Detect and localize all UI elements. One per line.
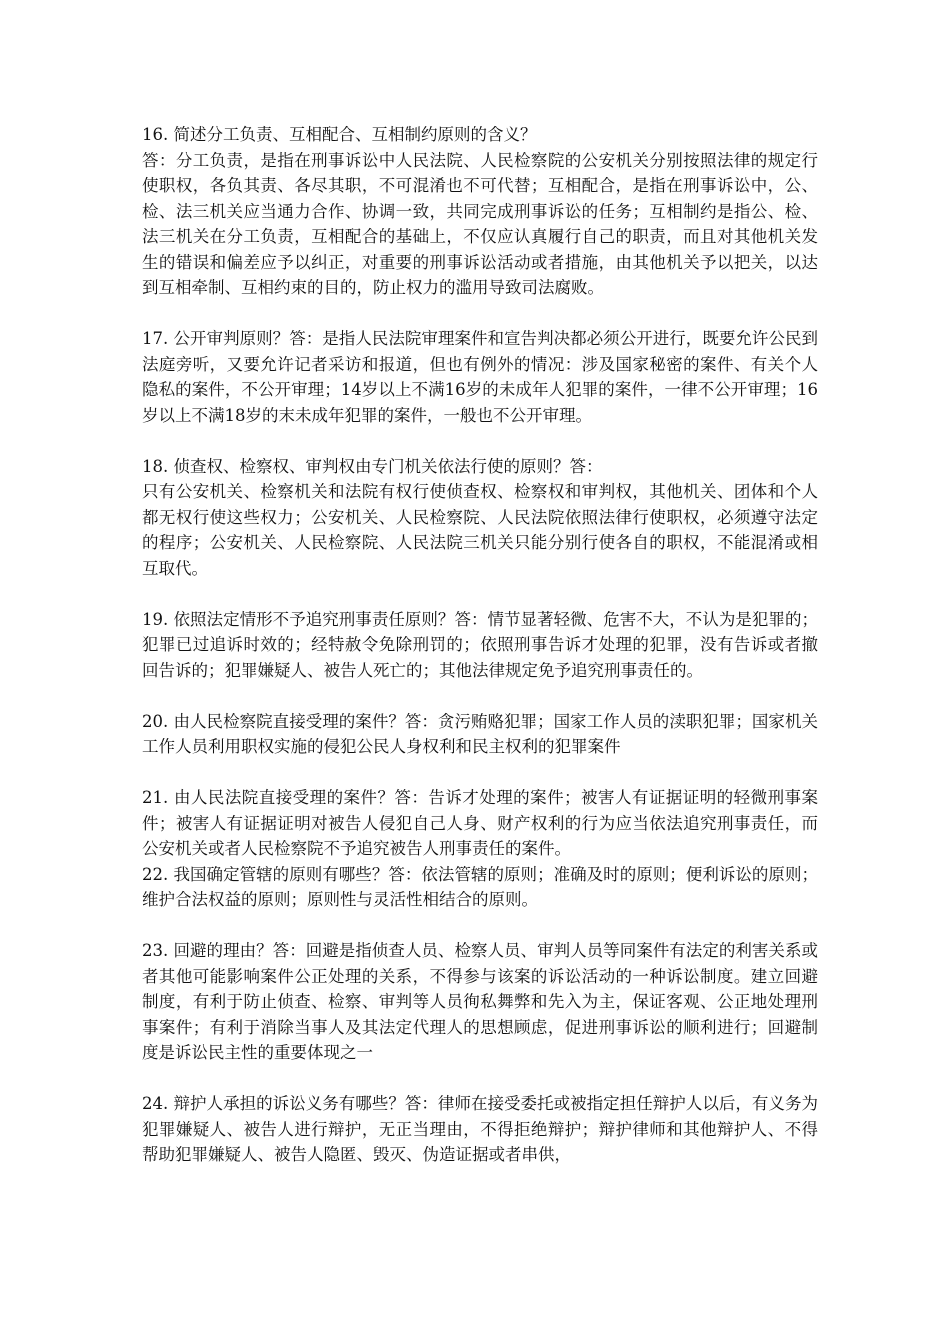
paragraph-gap: [142, 683, 818, 709]
paragraph-gap: [142, 428, 818, 454]
question-18: 18. 侦查权、检察权、审判权由专门机关依法行使的原则？答：: [142, 456, 603, 476]
question-21: 21. 由人民法院直接受理的案件？答：告诉才处理的案件；被害人有证据证明的轻微刑事案件；被害人有证据证明对被告人侵犯自己人身、财产权利的行为应当依法追究刑事责任，而公安机关或者人民检察院不予追究被告人刑事责任的案件。: [142, 788, 818, 858]
answer-16: 答：分工负责，是指在刑事诉讼中人民法院、人民检察院的公安机关分别按照法律的规定行使职权，各负其责、各尽其职，不可混淆也不可代替；互相配合，是指在刑事诉讼中，公、检、法三机关应当通力合作、协调一致，共同完成刑事诉讼的任务；互相制约是指公、检、法三机关在分工负责，互相配合的基础上，不仅应认真履行自己的职责，而且对其他机关发生的错误和偏差应予以纠正，对重要的刑事诉讼活动或者措施，由其他机关予以把关，以达到互相牵制、互相约束的目的，防止权力的滥用导致司法腐败。: [142, 150, 818, 297]
paragraph-gap: [142, 913, 818, 939]
question-22: 22. 我国确定管辖的原则有哪些？答：依法管辖的原则；准确及时的原则；便利诉讼的原则；维护合法权益的原则；原则性与灵活性相结合的原则。: [142, 864, 818, 909]
answer-18: 只有公安机关、检察机关和法院有权行使侦查权、检察权和审判权，其他机关、团体和个人都无权行使这些权力；公安机关、人民检察院、人民法院依照法律行使职权，必须遵守法定的程序；公安机关、人民检察院、人民法院三机关只能分别行使各自的职权，不能混淆或相互取代。: [142, 482, 818, 578]
paragraph-gap: [142, 1066, 818, 1092]
paragraph-gap: [142, 760, 818, 786]
paragraph-gap: [142, 301, 818, 327]
document-body: [142, 122, 818, 1168]
question-20: 20. 由人民检察院直接受理的案件？答：贪污贿赂犯罪；国家工作人员的渎职犯罪；国家机关工作人员利用职权实施的侵犯公民人身权利和民主权利的犯罪案件: [142, 711, 818, 756]
question-23: 23. 回避的理由？答：回避是指侦查人员、检察人员、审判人员等同案件有法定的利害关系或者其他可能影响案件公正处理的关系，不得参与该案的诉讼活动的一种诉讼制度。建立回避制度，有利于防止侦查、检察、审判等人员徇私舞弊和先入为主，保证客观、公正地处理刑事案件；有利于消除当事人及其法定代理人的思想顾虑，促进刑事诉讼的顺利进行；回避制度是诉讼民主性的重要体现之一: [142, 941, 818, 1062]
question-19: 19. 依照法定情形不予追究刑事责任原则？答：情节显著轻微、危害不大，不认为是犯罪的；犯罪已过追诉时效的；经特赦令免除刑罚的；依照刑事告诉才处理的犯罪，没有告诉或者撤回告诉的；犯罪嫌疑人、被告人死亡的；其他法律规定免予追究刑事责任的。: [142, 609, 818, 680]
paragraph-gap: [142, 581, 818, 607]
question-16: 16. 简述分工负责、互相配合、互相制约原则的含义？: [142, 125, 537, 144]
question-17: 17. 公开审判原则？答：是指人民法院审理案件和宣告判决都必须公开进行，既要允许公民到法庭旁听，又要允许记者采访和报道，但也有例外的情况：涉及国家秘密的案件、有关个人隐私的案件，不公开审理；14岁以上不满16岁的未成年人犯罪的案件，一律不公开审理；16岁以上不满18岁的末未成年犯罪的案件，一般也不公开审理。: [142, 329, 818, 425]
question-24: 24. 辩护人承担的诉讼义务有哪些？答：律师在接受委托或被指定担任辩护人以后，有义务为犯罪嫌疑人、被告人进行辩护，无正当理由，不得拒绝辩护；辩护律师和其他辩护人、不得帮助犯罪嫌疑人、被告人隐匿、毁灭、伪造证据或者串供，: [142, 1094, 818, 1164]
